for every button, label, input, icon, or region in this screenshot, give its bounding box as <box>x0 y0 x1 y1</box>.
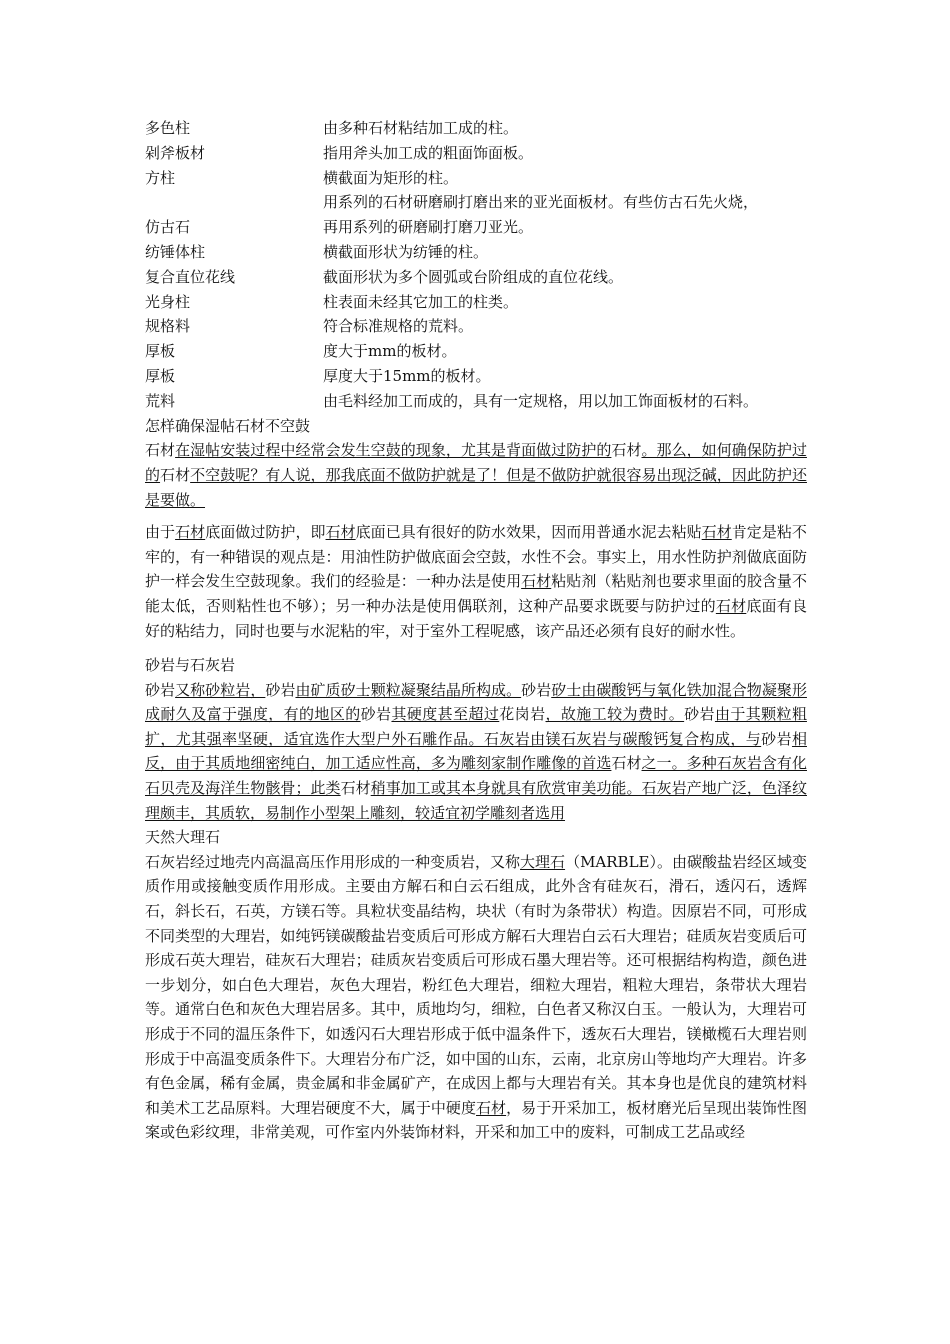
glossary-row <box>145 364 807 389</box>
term-link[interactable]: 之一。多种石灰岩含有化石贝壳及海洋生物骸骨；此类 <box>145 754 807 798</box>
glossary-row <box>145 190 807 215</box>
glossary-row <box>145 290 807 315</box>
glossary-term: 光身柱 <box>145 292 191 311</box>
term-link[interactable]: 石材 <box>701 523 732 542</box>
glossary-row <box>145 215 807 240</box>
term-link[interactable]: 石材 <box>325 523 356 542</box>
paragraph-text: 花岗岩 <box>499 705 546 724</box>
term-link[interactable]: ，故施工较为费时。 <box>545 705 685 724</box>
glossary-term <box>145 190 323 215</box>
glossary-row <box>145 141 807 166</box>
paragraph-text: 石灰岩经过地壳内高温高压作用形成的一种变质岩，又称 <box>145 852 521 871</box>
glossary-definition: 用系列的石材研磨刷打磨出来的亚光面板材。有些仿古石先火烧， <box>323 193 759 212</box>
section-heading: 砂岩与石灰岩 <box>145 656 236 675</box>
paragraph-text: 砂岩 <box>684 705 715 724</box>
glossary-row <box>145 116 807 141</box>
term-link[interactable]: 石材 <box>715 596 747 615</box>
glossary-term: 厚板 <box>145 366 176 385</box>
glossary-term: 多色柱 <box>145 119 191 137</box>
glossary-definition: 由多种石材粘结加工成的柱。 <box>323 119 519 137</box>
glossary-row <box>145 389 807 414</box>
term-link[interactable]: 。那么，如何确保防护过的 <box>145 441 807 484</box>
paragraph-text: 底面已具有很好的防水效果，因而用普通水泥去粘贴 <box>355 523 702 542</box>
glossary-term: 复合直位花线 <box>145 267 236 286</box>
glossary-term: 剁斧板材 <box>145 143 206 162</box>
glossary-row <box>145 314 807 339</box>
paragraph <box>145 520 807 643</box>
glossary-definition: 截面形状为多个圆弧或台阶组成的直位花线。 <box>323 267 624 286</box>
glossary-row <box>145 166 807 191</box>
paragraph-text: 砂岩 <box>521 680 552 699</box>
paragraph-text: 石材 <box>340 779 371 798</box>
glossary-term: 厚板 <box>145 342 176 361</box>
glossary-definition: 由毛料经加工而成的，具有一定规格，用以加工饰面板材的石料。 <box>323 391 759 410</box>
glossary-definition: 再用系列的研磨刷打磨刀亚光。 <box>323 218 534 237</box>
term-link[interactable]: 大理石 <box>520 852 566 871</box>
glossary-definition: 符合标准规格的荒料。 <box>323 317 474 336</box>
term-link[interactable]: 矽士由碳酸钙与氧化铁加混合物凝聚形成耐久及富于强度，有的地区的 <box>145 680 807 724</box>
document-content <box>145 116 807 1145</box>
term-link[interactable]: 在湿帖安装过程中经常会发生空鼓的现象，尤其是背面做过防护的 <box>175 441 612 460</box>
paragraph-text: 石材 <box>611 754 642 773</box>
paragraph-text: 底面做过防护，即 <box>205 523 326 542</box>
term-link[interactable]: 石材 <box>521 572 552 591</box>
term-link[interactable]: 不空鼓呢？有人说，那我底面不做防护就是了！但是不做防护就很容易出现泛碱，因此防护还是要做。 <box>145 465 807 509</box>
term-link[interactable]: 其硬度甚至超过 <box>391 705 500 724</box>
term-link[interactable]: 由矿质矽士颗粒凝聚结晶所构成。 <box>295 680 522 699</box>
paragraph <box>145 678 807 826</box>
paragraph-text: 砂岩 <box>761 729 792 748</box>
term-link[interactable]: 稍事加工或其本身就具有欣赏审美功能。石灰岩产地广泛，色泽纹理颇丰，其质软，易制作小型架上雕刻，较适宜初学雕刻者选用 <box>145 779 807 822</box>
paragraph-text: （MARBLE）。由碳酸盐岩经区域变质作用或接触变质作用形成。主要由方解石和白云石组成，此外含有硅灰石，滑石，透闪石，透辉石，斜长石，石英，方镁石等。具粒状变晶结构，块状（有时为条带状）构造。因原岩不同，可形成不同类型的大理岩，如纯钙镁碳酸盐岩变质后可形成方解石大理岩白云石大理岩；硅质灰岩变质后可形成石英大理岩，硅灰石大理岩；硅质灰岩变质后可形成石墨大理岩等。还可根据结构构造，颜色进一步划分，如白色大理岩，灰色大理岩，粉红色大理岩，细粒大理岩，粗粒大理岩，条带状大理岩等。通常白色和灰色大理岩居多。其中，质地均匀，细粒，白色者又称汉白玉。一般认为，大理岩可形成于不同的温压条件下，如透闪石大理岩形成于低中温条件下，透灰石大理岩，镁橄榄石大理岩则形成于中高温变质条件下。大理岩分布广泛，如中国的山东，云南，北京房山等地均产大理岩。许多有色金属，稀有金属，贵金属和非金属矿产，在成因上都与大理岩有关。其本身也是优良的建筑材料和美术工艺品原料。大理岩硬度不大，属于中硬度 <box>145 852 807 1117</box>
term-link[interactable]: 石材 <box>175 523 206 542</box>
paragraph-text: 砂岩 <box>145 680 176 699</box>
glossary-definition: 厚度大于15mm的板材。 <box>323 366 491 385</box>
glossary-row <box>145 339 807 364</box>
glossary-row <box>145 240 807 265</box>
glossary-list <box>145 116 807 414</box>
glossary-row <box>145 265 807 290</box>
term-link[interactable]: 石材 <box>476 1098 507 1117</box>
paragraph-text: 石材 <box>611 441 642 460</box>
term-link[interactable]: 相反，由于其质地细密纯白，加工适应性高，多为雕刻家制作雕像的首选 <box>145 729 807 773</box>
glossary-definition: 横截面形状为纺锤的柱。 <box>323 242 489 261</box>
term-link[interactable]: 又称砂粒岩， <box>175 680 266 699</box>
glossary-definition: 柱表面未经其它加工的柱类。 <box>323 292 519 311</box>
paragraph-text: ，易于开采加工，板材磨光后呈现出装饰性图案或色彩纹理，非常美观，可作室内外装饰材料，开采和加工中的废料，可制成工艺品或经 <box>145 1098 807 1142</box>
paragraph <box>145 850 807 1145</box>
paragraph-text: 肯定是粘不牢的，有一种错误的观点是：用油性防护做底面会空鼓，水性不会。事实上，用水性防护剂做底面防护一样会发生空鼓现象。我们的经验是：一种办法是使用 <box>145 523 807 591</box>
term-link[interactable]: 由于其颗粒粗扩，尤其强率坚硬，适宜选作大型户外石雕作品。石灰岩由镁石灰岩与碳酸钙复合构成，与 <box>145 705 807 748</box>
paragraph-text: 石材 <box>145 441 176 460</box>
paragraph <box>145 438 807 512</box>
paragraph-text: 由于 <box>145 523 176 542</box>
section-heading: 怎样确保湿帖石材不空鼓 <box>145 416 311 435</box>
glossary-definition: 指用斧头加工成的粗面饰面板。 <box>323 143 534 162</box>
glossary-term: 规格料 <box>145 317 191 336</box>
paragraph-text: 石材 <box>160 465 191 484</box>
paragraph-text: 砂岩 <box>360 705 392 724</box>
glossary-term: 仿古石 <box>145 218 191 237</box>
paragraph-text: 粘贴剂（粘贴剂也要求里面的胶含量不能太低，否则粘性也不够）；另一种办法是使用偶联剂，这种产品要求既要与防护过的 <box>145 572 807 615</box>
paragraph-text: 底面有良好的粘结力，同时也要与水泥粘的牢，对于室外工程呢感，该产品还必须有良好的耐水性。 <box>145 596 807 640</box>
section-heading: 天然大理石 <box>145 828 221 847</box>
glossary-definition: 度大于mm的板材。 <box>323 342 457 361</box>
glossary-term: 荒料 <box>145 391 176 410</box>
paragraph-text: 砂岩 <box>265 680 296 699</box>
glossary-term: 纺锤体柱 <box>145 242 206 261</box>
glossary-definition: 横截面为矩形的柱。 <box>323 168 459 187</box>
glossary-term: 方柱 <box>145 168 176 187</box>
